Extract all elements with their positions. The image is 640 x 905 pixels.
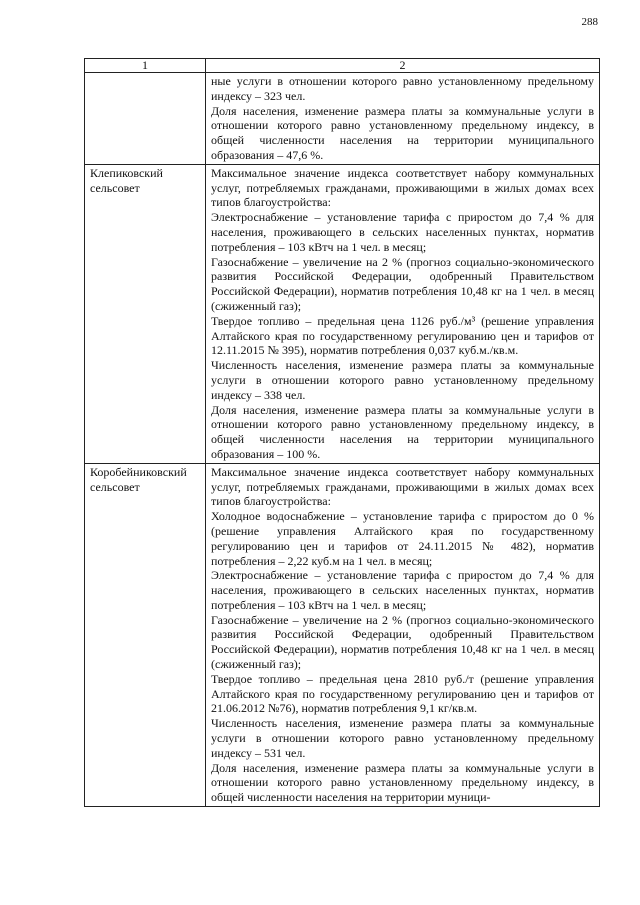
paragraph: ные услуги в отношении которого равно установленному предельному индексу – 323 чел. xyxy=(211,74,594,103)
paragraph: Холодное водоснабжение – установление тарифа с приростом до 0 % (решение управления Алтайского края по государственному регулированию цен и тарифов от 24.11.2015 № 482), норматив потребления – 2,22 куб.м на 1 чел. в месяц; xyxy=(211,509,594,568)
table-row xyxy=(85,463,600,806)
paragraph: Газоснабжение – увеличение на 2 % (прогноз социально-экономического развития Российской Федерации, одобренный Правительством Российской Федерации), норматив потребления 10,48 кг на 1 чел. в месяц (сжиженный газ); xyxy=(211,612,594,672)
data-table xyxy=(84,58,600,807)
paragraph: Максимальное значение индекса соответствует набору коммунальных услуг, потребляемых гражданами, проживающими в жилых домах всех типов благоустройства: xyxy=(211,165,594,210)
paragraph: Максимальное значение индекса соответствует набору коммунальных услуг, потребляемых гражданами, проживающими в жилых домах всех типов благоустройства: xyxy=(211,464,594,509)
paragraph: Газоснабжение – увеличение на 2 % (прогноз социально-экономического развития Российской Федерации, одобренный Правительством Российской Федерации), норматив потребления 10,48 кг на 1 чел. в месяц (сжиженный газ); xyxy=(211,254,594,313)
paragraph: Электроснабжение – установление тарифа с приростом до 7,4 % для населения, проживающего в сельских населенных пунктах, норматив потребления – 103 кВтч на 1 чел. в месяц; xyxy=(211,210,594,254)
table-row xyxy=(85,73,600,165)
paragraph: Твердое топливо – предельная цена 2810 руб./т (решение управления Алтайского края по государственному регулированию цен и тарифов от 21.06.2012 №76), норматив потребления 9,1 кг/кв.м. xyxy=(211,671,594,716)
paragraph: Доля населения, изменение размера платы за коммунальные услуги в отношении которого равно установленному предельному индексу, в общей численности населения на территории муниципального образования – 100 %. xyxy=(211,402,594,461)
paragraph: Численность населения, изменение размера платы за коммунальные услуги в отношении которого равно установленному предельному индексу – 338 чел. xyxy=(211,358,594,402)
row-name-cell xyxy=(85,73,206,165)
column-header-2: 2 xyxy=(206,59,600,73)
column-header-1: 1 xyxy=(85,59,206,73)
table-header-row xyxy=(85,59,600,73)
table-row xyxy=(85,164,600,463)
row-name-cell: Коробейниковский сельсовет xyxy=(85,463,206,806)
row-description-cell xyxy=(206,463,600,806)
page-number: 288 xyxy=(581,16,598,28)
paragraph: Доля населения, изменение размера платы за коммунальные услуги в отношении которого равно установленному предельному индексу, в общей численности населения на территории муници- xyxy=(211,760,594,805)
paragraph: Численность населения, изменение размера платы за коммунальные услуги в отношении которого равно установленному предельному индексу – 531 чел. xyxy=(211,716,594,760)
paragraph: Твердое топливо – предельная цена 1126 руб./м³ (решение управления Алтайского края по государственному регулированию цен и тарифов от 12.11.2015 № 395), норматив потребления 0,037 куб.м./кв.м. xyxy=(211,313,594,358)
row-name-cell: Клепиковский сельсовет xyxy=(85,164,206,463)
row-description-cell xyxy=(206,73,600,165)
row-description-cell xyxy=(206,164,600,463)
paragraph: Доля населения, изменение размера платы за коммунальные услуги в отношении которого равно установленному предельному индексу, в общей численности населения на территории муниципального образования – 47,6 %. xyxy=(211,103,594,162)
paragraph: Электроснабжение – установление тарифа с приростом до 7,4 % для населения, проживающего в сельских населенных пунктах, норматив потребления – 103 кВтч на 1 чел. в месяц; xyxy=(211,568,594,612)
